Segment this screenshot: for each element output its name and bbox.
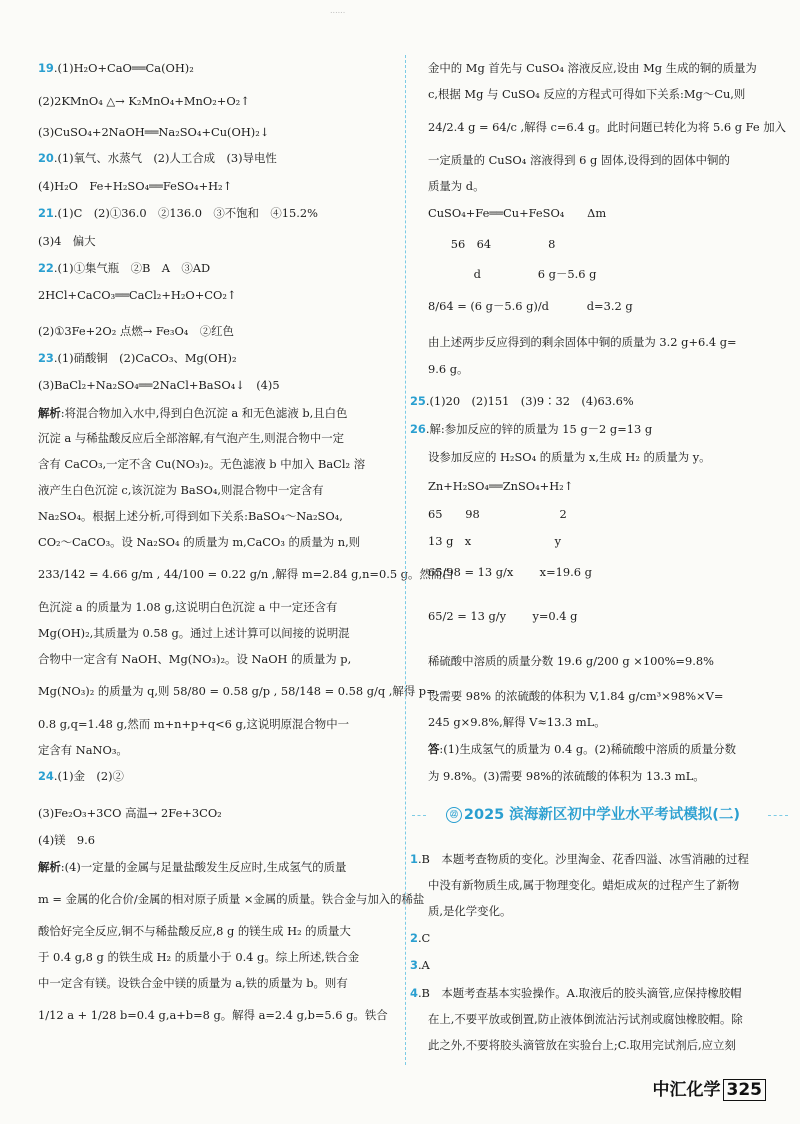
bold-label: 解析 xyxy=(38,860,61,874)
text-line xyxy=(38,260,210,276)
text-line xyxy=(428,688,723,704)
text-line xyxy=(410,930,430,946)
line-text: 由上述两步反应得到的剩余固体中铜的质量为 3.2 g+6.4 g= xyxy=(428,335,737,349)
text-line xyxy=(410,851,749,867)
line-text: (2)①3Fe+2O₂ 点燃→ Fe₃O₄ ②红色 xyxy=(38,324,234,338)
line-text: 设参加反应的 H₂SO₄ 的质量为 x,生成 H₂ 的质量为 y。 xyxy=(428,450,711,464)
text-line xyxy=(428,653,714,669)
text-line xyxy=(428,119,786,135)
text-line xyxy=(38,683,436,699)
line-text: 此之外,不要将胶头滴管放在实验台上;C.取用完试剂后,应立刻 xyxy=(428,1038,736,1052)
line-text: (3)BaCl₂+Na₂SO₄══2NaCl+BaSO₄↓ (4)5 xyxy=(38,378,280,392)
text-line xyxy=(38,205,318,221)
line-text: .(1)20 (2)151 (3)9∶32 (4)63.6% xyxy=(425,394,634,408)
section-line-right xyxy=(768,815,788,816)
text-line xyxy=(38,508,343,524)
line-text: 56 64 8 xyxy=(428,237,556,251)
line-text: 8/64 = (6 g－5.6 g)/d d=3.2 g xyxy=(428,299,633,313)
line-text: 1/12 a + 1/28 b=0.4 g,a+b=8 g。解得 a=2.4 g,b=5.6 g。铁合 xyxy=(38,1008,388,1022)
line-text: (2)2KMnO₄ △→ K₂MnO₄+MnO₂+O₂↑ xyxy=(38,94,250,108)
text-line xyxy=(38,323,234,339)
text-line xyxy=(38,949,359,965)
text-line xyxy=(38,891,424,907)
line-text: 质量为 d。 xyxy=(428,179,485,193)
text-line xyxy=(428,714,606,730)
line-text: 233/142 = 4.66 g/m , 44/100 = 0.22 g/n ,解得 m=2.84 g,n=0.5 g。然而白 xyxy=(38,567,454,581)
line-text: 定含有 NaNO₃。 xyxy=(38,743,128,757)
line-text: (3)CuSO₄+2NaOH══Na₂SO₄+Cu(OH)₂↓ xyxy=(38,125,270,139)
text-line xyxy=(428,298,633,314)
text-line xyxy=(428,266,596,282)
line-text: d 6 g－5.6 g xyxy=(428,267,597,281)
text-line xyxy=(38,768,124,784)
line-text: 2HCl+CaCO₃══CaCl₂+H₂O+CO₂↑ xyxy=(38,288,237,302)
text-line xyxy=(428,741,736,757)
line-text: Mg(NO₃)₂ 的质量为 q,则 58/80 = 0.58 g/p , 58/148 = 0.58 g/q ,解得 p= xyxy=(38,684,436,698)
header-mark: ...... xyxy=(330,6,346,15)
line-text: c,根据 Mg 与 CuSO₄ 反应的方程式可得如下关系:Mg～Cu,则 xyxy=(428,87,746,101)
question-number: 20 xyxy=(38,151,54,165)
text-line xyxy=(38,566,454,582)
line-text: 65/98 = 13 g/x x=19.6 g xyxy=(428,565,592,579)
text-line xyxy=(428,506,567,522)
text-line xyxy=(38,405,347,421)
line-text: .(1)C (2)①36.0 ②136.0 ③不饱和 ④15.2% xyxy=(53,206,318,220)
line-text: 65 98 2 xyxy=(428,507,567,521)
line-text: 中一定含有镁。设铁合金中镁的质量为 a,铁的质量为 b。则有 xyxy=(38,976,348,990)
text-line xyxy=(38,430,344,446)
text-line xyxy=(38,93,250,109)
text-line xyxy=(428,205,606,221)
line-text: 在上,不要平放或倒置,防止液体倒流沾污试剂或腐蚀橡胶帽。除 xyxy=(428,1012,743,1026)
question-number: 21 xyxy=(38,206,54,220)
question-number: 25 xyxy=(410,394,426,408)
line-text: .C xyxy=(417,931,431,945)
line-text: 9.6 g。 xyxy=(428,362,469,376)
question-number: 4 xyxy=(410,986,418,1000)
bold-label: 解析 xyxy=(38,406,61,420)
text-line xyxy=(428,1037,736,1053)
text-line xyxy=(428,1011,743,1027)
line-text: CO₂～CaCO₃。设 Na₂SO₄ 的质量为 m,CaCO₃ 的质量为 n,则 xyxy=(38,535,361,549)
text-line xyxy=(410,393,634,409)
line-text: 一定质量的 CuSO₄ 溶液得到 6 g 固体,设得到的固体中铜的 xyxy=(428,153,730,167)
line-text: .A xyxy=(417,958,430,972)
text-line xyxy=(38,1007,388,1023)
text-line xyxy=(38,742,128,758)
question-number: 23 xyxy=(38,351,54,365)
text-line xyxy=(38,233,96,249)
text-line xyxy=(38,377,280,393)
bold-label: 答 xyxy=(428,742,440,756)
text-line xyxy=(38,599,337,615)
text-line xyxy=(428,877,739,893)
line-text: 中没有新物质生成,属于物理变化。蜡炬成灰的过程产生了新物 xyxy=(428,878,740,892)
text-line xyxy=(38,975,348,991)
text-line xyxy=(38,287,236,303)
question-number: 19 xyxy=(38,61,54,75)
line-text: 合物中一定含有 NaOH、Mg(NO₃)₂。设 NaOH 的质量为 p, xyxy=(38,652,352,666)
question-number: 24 xyxy=(38,769,54,783)
line-text: 液产生白色沉淀 c,该沉淀为 BaSO₄,则混合物中一定含有 xyxy=(38,483,324,497)
section-badge: ㉒ xyxy=(446,807,462,823)
section-title xyxy=(418,802,768,828)
column-divider xyxy=(405,55,406,1065)
section-title-text: 2025 滨海新区初中学业水平考试模拟(二) xyxy=(463,807,741,823)
text-line xyxy=(428,86,745,102)
text-line xyxy=(38,859,346,875)
text-line xyxy=(38,178,232,194)
text-line xyxy=(38,150,277,166)
line-text: .B 本题考查基本实验操作。A.取液后的胶头滴管,应保持橡胶帽 xyxy=(417,986,742,1000)
text-line xyxy=(428,608,577,624)
page-number: 325 xyxy=(723,1079,767,1101)
line-text: 为 9.8%。(3)需要 98%的浓硫酸的体积为 13.3 mL。 xyxy=(428,769,705,783)
line-text: m = 金属的化合价/金属的相对原子质量 ×金属的质量。铁合金与加入的稀盐 xyxy=(38,892,425,906)
text-line xyxy=(38,832,95,848)
text-line xyxy=(428,768,705,784)
text-line xyxy=(38,534,360,550)
line-text: 设需要 98% 的浓硫酸的体积为 V,1.84 g/cm³×98%×V= xyxy=(428,689,724,703)
line-text: .(1)H₂O+CaO══Ca(OH)₂ xyxy=(53,61,194,75)
page-footer xyxy=(653,1075,767,1100)
line-text: .(1)①集气瓶 ②B A ③AD xyxy=(53,261,211,275)
question-number: 1 xyxy=(410,852,418,866)
text-line xyxy=(428,478,573,494)
text-line xyxy=(428,152,730,168)
text-line xyxy=(428,236,555,252)
line-text: 酸恰好完全反应,铜不与稀盐酸反应,8 g 的镁生成 H₂ 的质量大 xyxy=(38,924,351,938)
text-line xyxy=(38,124,269,140)
text-line xyxy=(428,903,511,919)
line-text: 金中的 Mg 首先与 CuSO₄ 溶液反应,设由 Mg 生成的铜的质量为 xyxy=(428,61,757,75)
line-text: 质,是化学变化。 xyxy=(428,904,512,918)
line-text: 稀硫酸中溶质的质量分数 19.6 g/200 g ×100%=9.8% xyxy=(428,654,714,668)
question-number: 22 xyxy=(38,261,54,275)
text-line xyxy=(428,533,561,549)
line-text: (3)4 偏大 xyxy=(38,234,96,248)
line-text: 13 g x y xyxy=(428,534,562,548)
line-text: :(1)生成氢气的质量为 0.4 g。(2)稀硫酸中溶质的质量分数 xyxy=(439,742,736,756)
text-line xyxy=(38,716,349,732)
line-text: 色沉淀 a 的质量为 1.08 g,这说明白色沉淀 a 中一定还含有 xyxy=(38,600,338,614)
question-number: 3 xyxy=(410,958,418,972)
text-line xyxy=(428,334,737,350)
line-text: Mg(OH)₂,其质量为 0.58 g。通过上述计算可以间接的说明混 xyxy=(38,626,350,640)
line-text: (4)镁 9.6 xyxy=(38,833,96,847)
text-line xyxy=(38,651,351,667)
text-line xyxy=(38,805,222,821)
line-text: .(1)硝酸铜 (2)CaCO₃、Mg(OH)₂ xyxy=(53,351,237,365)
text-line xyxy=(428,60,757,76)
line-text: (4)H₂O Fe+H₂SO₄══FeSO₄+H₂↑ xyxy=(38,179,233,193)
text-line xyxy=(38,482,324,498)
line-text: .B 本题考查物质的变化。沙里淘金、花香四溢、冰雪消融的过程 xyxy=(417,852,749,866)
line-text: CuSO₄+Fe══Cu+FeSO₄ Δm xyxy=(428,206,607,220)
text-line xyxy=(410,957,430,973)
line-text: 24/2.4 g = 64/c ,解得 c=6.4 g。此时问题已转化为将 5.6 g Fe 加入 xyxy=(428,120,787,134)
line-text: .(1)氧气、水蒸气 (2)人工合成 (3)导电性 xyxy=(53,151,277,165)
line-text: (3)Fe₂O₃+3CO 高温→ 2Fe+3CO₂ xyxy=(38,806,222,820)
text-line xyxy=(428,178,484,194)
line-text: 沉淀 a 与稀盐酸反应后全部溶解,有气泡产生,则混合物中一定 xyxy=(38,431,345,445)
text-line xyxy=(428,361,468,377)
line-text: .解:参加反应的锌的质量为 15 g－2 g=13 g xyxy=(425,422,653,436)
text-line xyxy=(38,923,351,939)
line-text: 0.8 g,q=1.48 g,然而 m+n+p+q<6 g,这说明原混合物中一 xyxy=(38,717,349,731)
text-line xyxy=(38,625,350,641)
question-number: 2 xyxy=(410,931,418,945)
line-text: 65/2 = 13 g/y y=0.4 g xyxy=(428,609,578,623)
line-text: Zn+H₂SO₄══ZnSO₄+H₂↑ xyxy=(428,479,574,493)
text-line xyxy=(38,60,194,76)
line-text: :将混合物加入水中,得到白色沉淀 a 和无色滤液 b,且白色 xyxy=(60,406,348,420)
footer-label: 中汇化学 xyxy=(652,1080,721,1100)
text-line xyxy=(410,985,742,1001)
line-text: 含有 CaCO₃,一定不含 Cu(NO₃)₂。无色滤液 b 中加入 BaCl₂ 溶 xyxy=(38,457,366,471)
text-line xyxy=(410,421,652,437)
line-text: .(1)金 (2)② xyxy=(53,769,124,783)
text-line xyxy=(428,449,711,465)
text-line xyxy=(38,456,365,472)
line-text: :(4)一定量的金属与足量盐酸发生反应时,生成氢气的质量 xyxy=(60,860,347,874)
text-line xyxy=(428,564,592,580)
line-text: 于 0.4 g,8 g 的铁生成 H₂ 的质量小于 0.4 g。综上所述,铁合金 xyxy=(38,950,360,964)
line-text: 245 g×9.8%,解得 V≈13.3 mL。 xyxy=(428,715,606,729)
text-line xyxy=(38,350,237,366)
line-text: Na₂SO₄。根据上述分析,可得到如下关系:BaSO₄～Na₂SO₄, xyxy=(38,509,343,523)
question-number: 26 xyxy=(410,422,426,436)
